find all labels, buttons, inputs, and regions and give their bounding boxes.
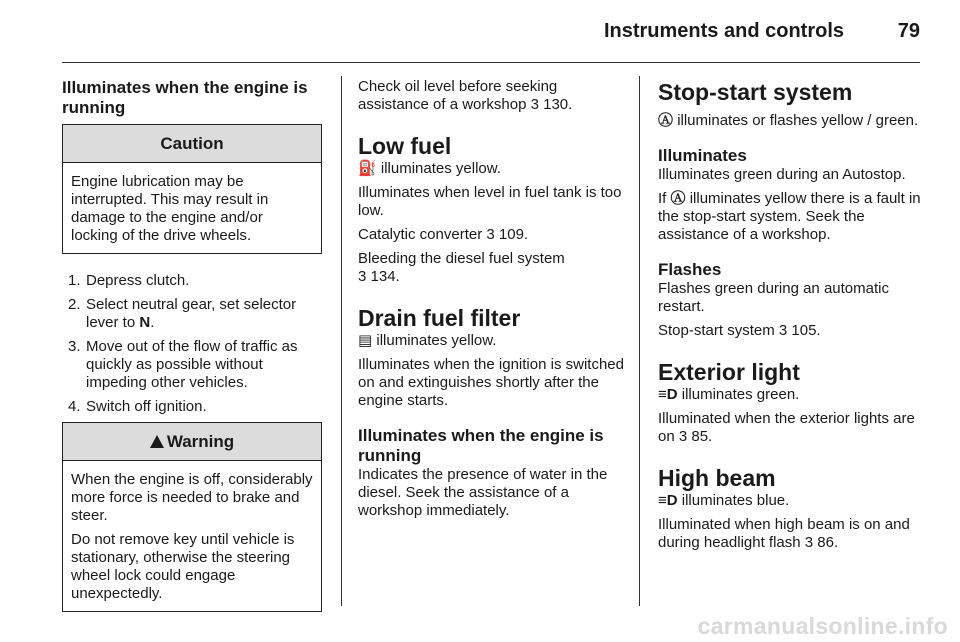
flashes-heading: Flashes bbox=[658, 260, 722, 279]
high-beam-icon-text: ≡D illuminates blue. bbox=[658, 492, 790, 509]
column-1 bbox=[62, 78, 322, 612]
autostop-icon: Ⓐ bbox=[670, 190, 686, 207]
section-title: Instruments and controls bbox=[603, 20, 844, 42]
fault-text: If Ⓐ illuminates yellow there is a fault in the stop-start system. Seek the assistance of a workshop. bbox=[658, 190, 921, 243]
catalytic-ref: Catalytic converter 3 109. bbox=[358, 226, 529, 243]
high-beam-text: Illuminated when high beam is on and during headlight flash 3 86. bbox=[658, 516, 910, 551]
illuminates-text: Illuminates green during an Autostop. bbox=[658, 166, 906, 183]
warning-box bbox=[62, 422, 322, 612]
caution-title: Caution bbox=[63, 125, 321, 163]
warning-title: !Warning bbox=[63, 423, 321, 461]
fuel-pump-icon: ⛽ bbox=[358, 160, 377, 177]
exterior-light-heading: Exterior light bbox=[658, 359, 800, 385]
drain-filter-heading: Drain fuel filter bbox=[358, 305, 521, 331]
caution-text: Engine lubrication may be interrupted. This may result in damage to the engine and/or locking of the drive wheels. bbox=[71, 173, 269, 244]
caution-box bbox=[62, 124, 322, 254]
warning-text-1: When the engine is off, considerably more force is needed to brake and steer. bbox=[71, 471, 313, 524]
steps-list bbox=[62, 272, 322, 416]
fuel-filter-icon: ▤ bbox=[358, 332, 373, 349]
engine-running-heading: Illuminates when the engine is running bbox=[62, 78, 308, 117]
drain-engine-running-heading: Illuminates when the engine is running bbox=[358, 426, 604, 465]
high-beam-heading: High beam bbox=[658, 465, 776, 491]
watermark: carmanualsonline.info bbox=[697, 613, 948, 639]
ref-arrow-icon: 3 bbox=[358, 268, 367, 285]
bleeding-ref: Bleeding the diesel fuel system 3 134. bbox=[358, 250, 565, 285]
warning-triangle-icon bbox=[150, 435, 164, 448]
exterior-light-icon: ≡D bbox=[658, 386, 678, 403]
drain-engine-running-text: Indicates the presence of water in the diesel. Seek the assistance of a workshop immediately. bbox=[358, 466, 608, 519]
list-item: 3. Move out of the flow of traffic as quickly as possible without impeding other vehicles. bbox=[68, 338, 298, 391]
ref-arrow-icon: 3 bbox=[486, 226, 495, 243]
exterior-icon-text: ≡D illuminates green. bbox=[658, 386, 800, 403]
list-item: 1. Depress clutch. bbox=[68, 272, 190, 289]
page-header bbox=[62, 20, 920, 46]
ref-arrow-icon: 3 bbox=[778, 322, 788, 339]
autostop-icon: Ⓐ bbox=[658, 112, 674, 129]
page-number: 79 bbox=[897, 20, 920, 42]
ref-arrow-icon: 3 bbox=[530, 96, 539, 113]
column-divider-2 bbox=[639, 76, 640, 606]
low-fuel-heading: Low fuel bbox=[358, 133, 452, 159]
low-fuel-icon-text: ⛽ illuminates yellow. bbox=[358, 160, 501, 177]
low-fuel-text: Illuminates when level in fuel tank is too low. bbox=[358, 184, 622, 219]
high-beam-icon: ≡D bbox=[658, 492, 678, 509]
gear-n-label: N bbox=[139, 314, 151, 331]
header-divider bbox=[62, 62, 920, 63]
exterior-text: Illuminated when the exterior lights are on 3 85. bbox=[658, 410, 915, 445]
stop-start-heading: Stop-start system bbox=[658, 79, 853, 105]
ref-arrow-icon: 3 bbox=[678, 428, 688, 445]
column-2 bbox=[358, 78, 624, 520]
ref-arrow-icon: 3 bbox=[804, 534, 814, 551]
stop-start-ref: Stop-start system 3 105. bbox=[658, 322, 821, 339]
drain-filter-text: Illuminates when the ignition is switched on and extinguishes shortly after the engine starts. bbox=[358, 356, 624, 409]
oil-check-text: Check oil level before seeking assistance of a workshop 3 130. bbox=[358, 78, 573, 113]
drain-filter-icon-text: ▤ illuminates yellow. bbox=[358, 332, 497, 349]
column-3 bbox=[658, 78, 922, 552]
warning-text-2: Do not remove key until vehicle is stationary, otherwise the steering wheel lock could engage unexpectedly. bbox=[71, 531, 295, 602]
list-item: 2. Select neutral gear, set selector lever to N. bbox=[68, 296, 297, 331]
flashes-text: Flashes green during an automatic restart. bbox=[658, 280, 889, 315]
list-item: 4. Switch off ignition. bbox=[68, 398, 207, 415]
illuminates-heading: Illuminates bbox=[658, 146, 747, 165]
stop-start-icon-text: Ⓐ illuminates or flashes yellow / green. bbox=[658, 112, 919, 129]
column-divider-1 bbox=[341, 76, 342, 606]
